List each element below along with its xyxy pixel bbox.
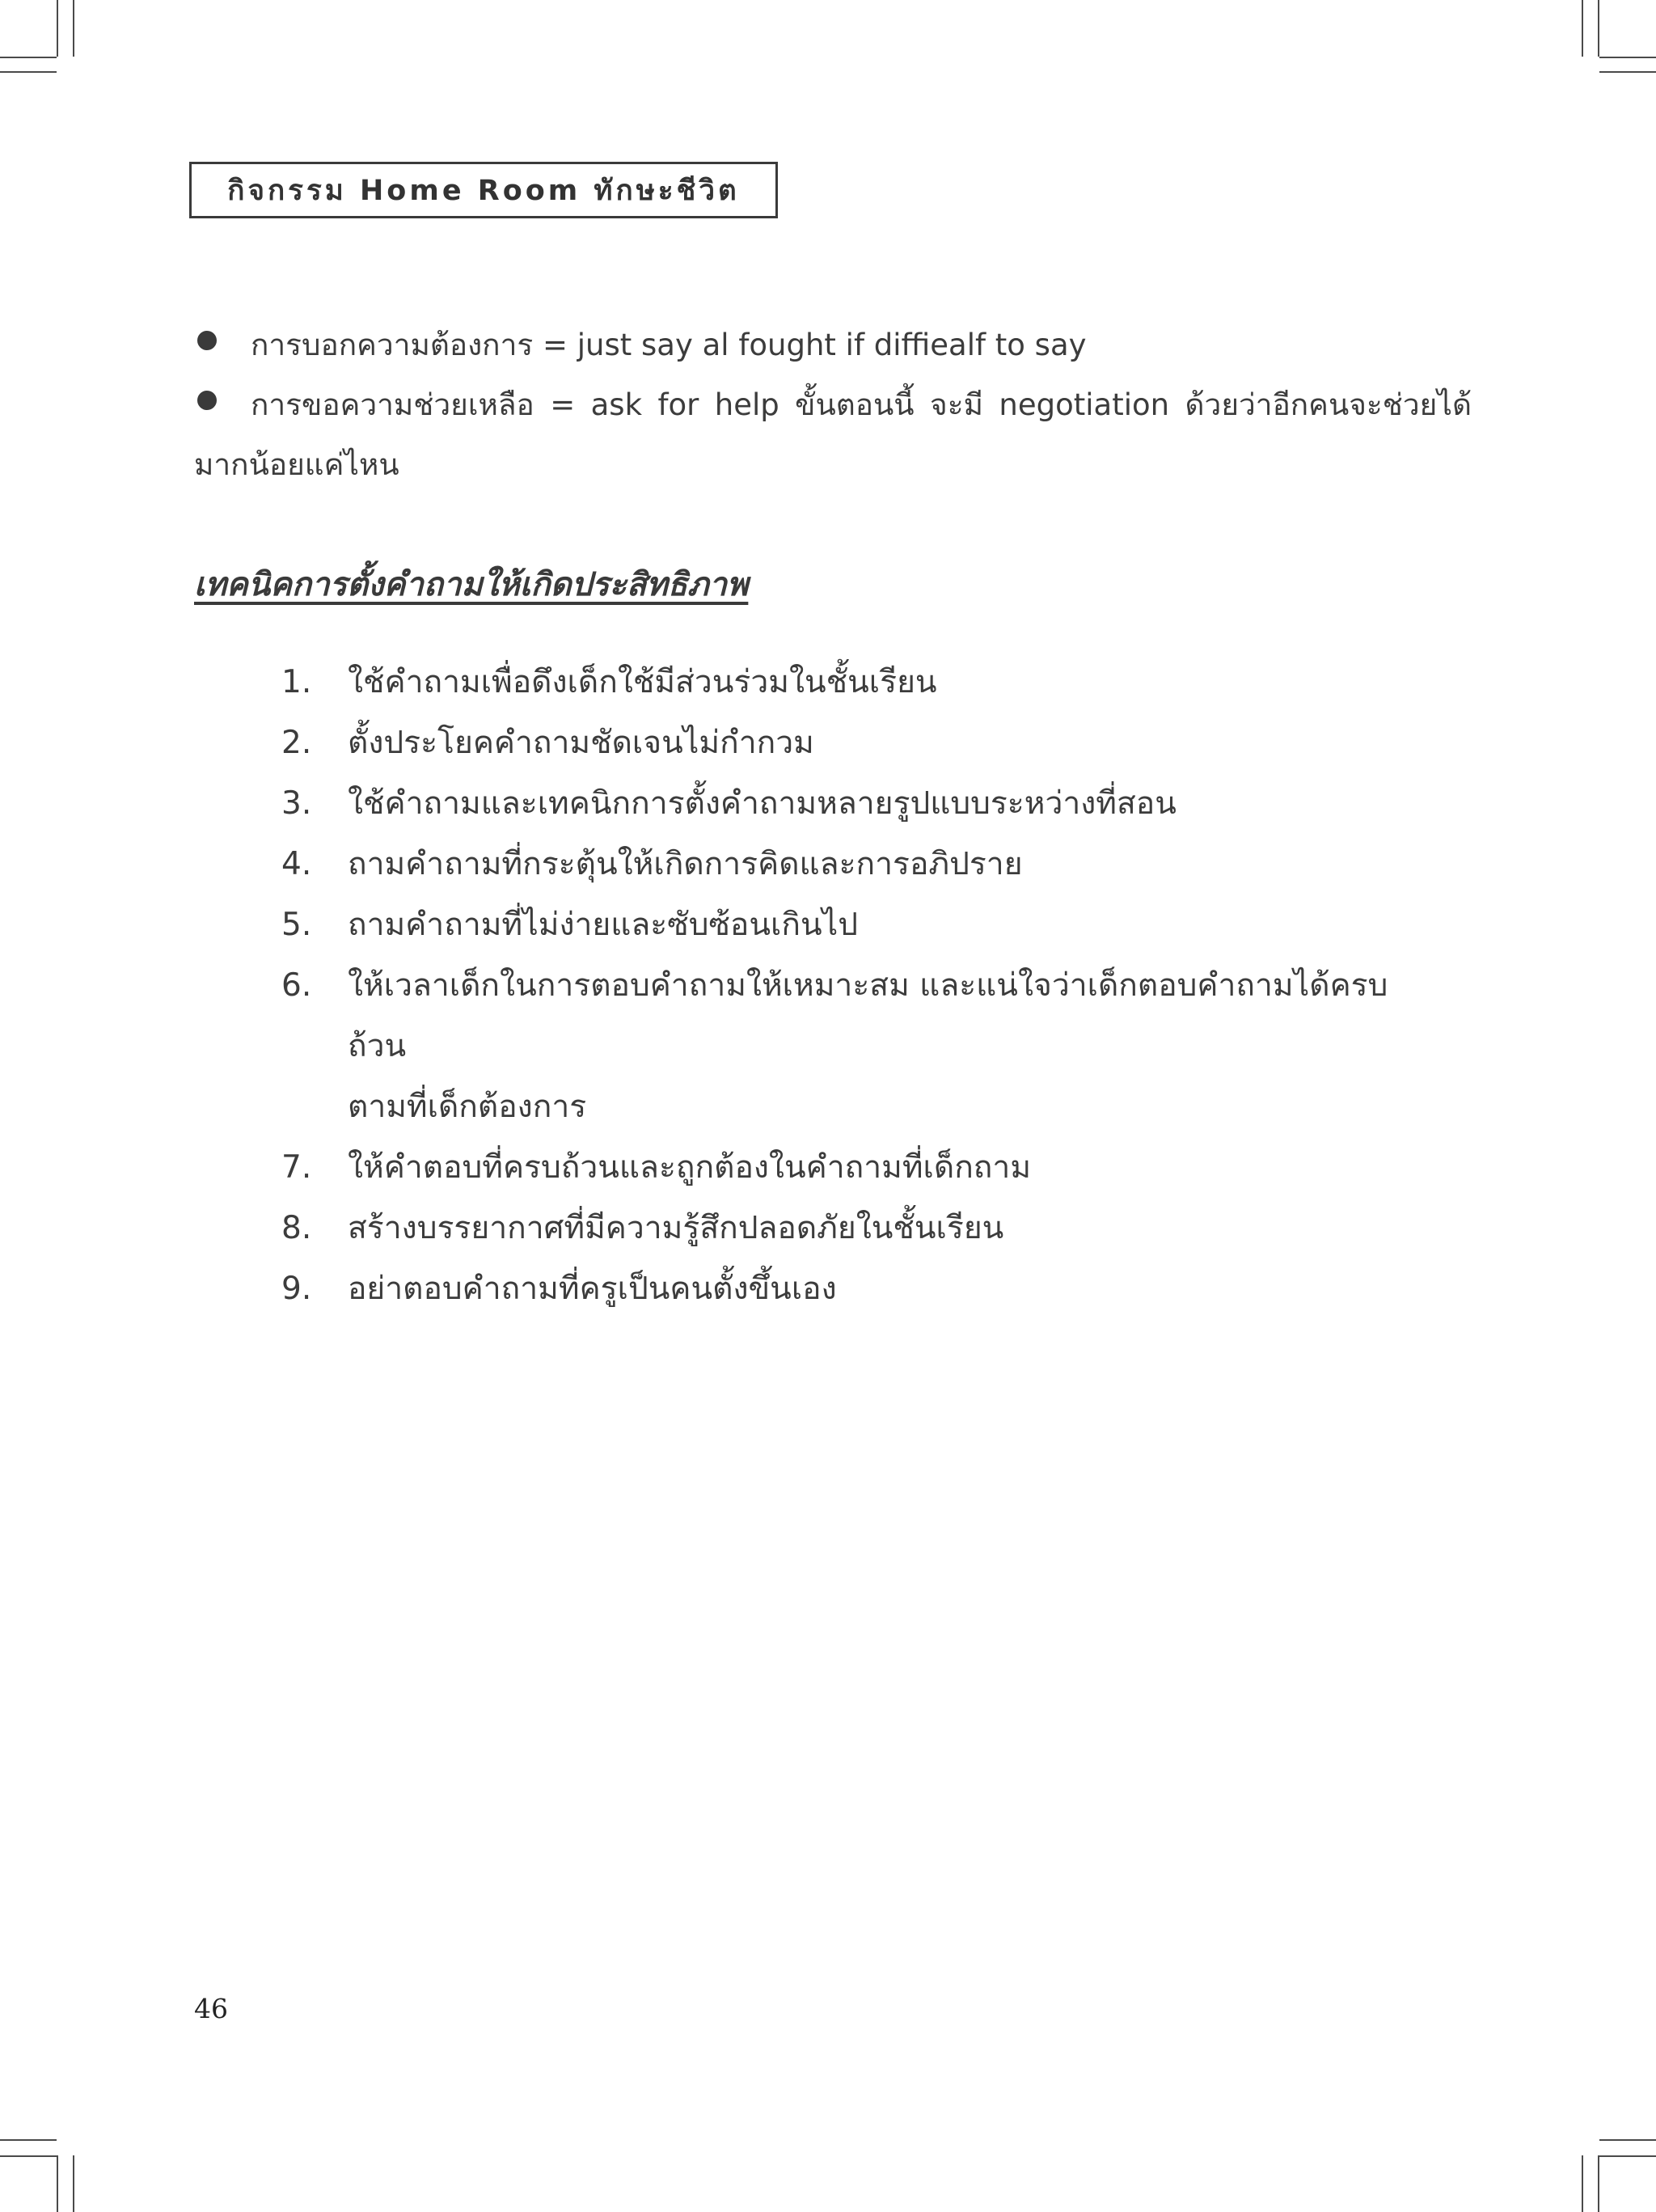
list-item	[281, 1137, 1462, 1198]
item-number: 7.	[281, 1149, 312, 1186]
crop-mark	[1582, 0, 1583, 57]
crop-mark	[1582, 2155, 1583, 2212]
item-text: ตั้งประโยคคำถามชัดเจนไม่กำกวม	[348, 725, 814, 761]
page-number: 46	[194, 1993, 228, 2024]
item-text: ใช้คำถามและเทคนิกการตั้งคำถามหลายรูปแบบระหว่างที่สอน	[348, 785, 1177, 822]
list-item	[281, 834, 1462, 895]
item-number: 9.	[281, 1271, 312, 1307]
item-number: 6.	[281, 967, 312, 1004]
crop-mark	[73, 2155, 74, 2212]
list-item	[281, 955, 1462, 1076]
running-header-title: กิจกรรม Home Room ทักษะชีวิต	[227, 174, 740, 207]
item-number: 1.	[281, 664, 312, 700]
crop-mark	[1599, 2139, 1656, 2141]
crop-mark	[57, 2155, 58, 2212]
crop-mark	[0, 71, 57, 73]
numbered-list	[281, 652, 1462, 1319]
list-item	[281, 895, 1462, 955]
crop-mark	[1599, 57, 1656, 58]
item-text: ให้คำตอบที่ครบถ้วนและถูกต้องในคำถามที่เด็กถาม	[348, 1149, 1032, 1186]
item-text: อย่าตอบคำถามที่ครูเป็นคนตั้งขึ้นเอง	[348, 1271, 837, 1307]
bullet-text: การขอความช่วยเหลือ = ask for help ขั้นตอนนี้ จะมี negotiation ด้วยว่าอีกคนจะช่วยได้	[251, 387, 1472, 422]
item-text: ถามคำถามที่กระตุ้นให้เกิดการคิดและการอภิปราย	[348, 846, 1023, 882]
item-text: สร้างบรรยากาศที่มีความรู้สึกปลอดภัยในชั้นเรียน	[348, 1210, 1004, 1246]
list-item	[194, 375, 1472, 435]
item-number: 8.	[281, 1210, 312, 1246]
item-text: ถามคำถามที่ไม่ง่ายและซับซ้อนเกินไป	[348, 907, 858, 943]
crop-mark	[1598, 0, 1599, 57]
bullet-text: การบอกความต้องการ = just say al fought if diffiealf to say	[251, 328, 1087, 362]
item-number: 2.	[281, 725, 312, 761]
item-text: ให้เวลาเด็กในการตอบคำถามให้เหมาะสม และแน่ใจว่าเด็กตอบคำถามได้ครบถ้วน	[348, 967, 1388, 1064]
list-item	[281, 773, 1462, 834]
item-number: 4.	[281, 846, 312, 882]
item-number: 5.	[281, 907, 312, 943]
crop-mark	[0, 57, 57, 58]
crop-mark	[1599, 71, 1656, 73]
crop-mark	[0, 2155, 57, 2157]
bullet-list	[194, 315, 1472, 495]
item-number: 3.	[281, 785, 312, 822]
bullet-icon	[197, 391, 217, 410]
list-item	[281, 713, 1462, 773]
list-item	[281, 1198, 1462, 1258]
bullet-continuation: มากน้อยแค่ไหน	[194, 447, 399, 482]
list-item	[281, 652, 1462, 713]
section-heading: เทคนิคการตั้งคำถามให้เกิดประสิทธิภาพ	[194, 566, 749, 603]
crop-mark	[0, 2139, 57, 2141]
item-text: ใช้คำถามเพื่อดึงเด็กใช้มีส่วนร่วมในชั้นเรียน	[348, 664, 937, 700]
item-text: ตามที่เด็กต้องการ	[348, 1089, 587, 1125]
list-item	[194, 315, 1472, 375]
crop-mark	[73, 0, 74, 57]
crop-mark	[1599, 2155, 1656, 2157]
crop-mark	[1598, 2155, 1599, 2212]
bullet-icon	[197, 331, 217, 350]
crop-mark	[57, 0, 58, 57]
list-item-continuation	[281, 1076, 1462, 1137]
list-item	[281, 1258, 1462, 1319]
running-header	[189, 162, 778, 218]
